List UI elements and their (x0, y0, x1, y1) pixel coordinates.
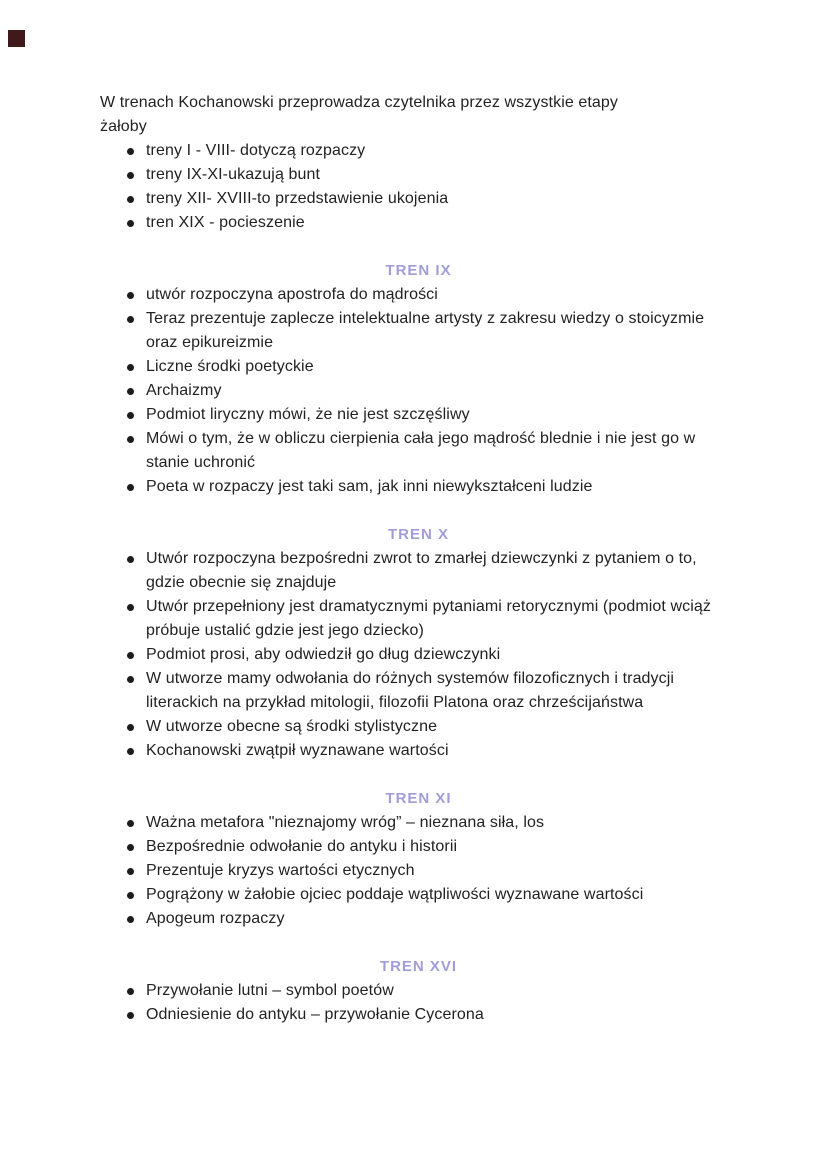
list-item: Utwór przepełniony jest dramatycznymi pytaniami retorycznymi (podmiot wciąż próbuje ustalić gdzie jest jego dziecko) (100, 595, 737, 643)
section-list (100, 547, 737, 763)
intro-list (100, 139, 737, 235)
list-item: treny XII- XVIII-to przedstawienie ukojenia (100, 187, 737, 211)
list-item: Podmiot prosi, aby odwiedził go dług dziewczynki (100, 643, 737, 667)
intro-paragraph (100, 91, 737, 139)
list-item: Teraz prezentuje zaplecze intelektualne artysty z zakresu wiedzy o stoicyzmie oraz epikureizmie (100, 307, 737, 355)
section-title: TREN XVI (379, 958, 458, 975)
list-item: Liczne środki poetyckie (100, 355, 737, 379)
section-title: TREN X (387, 526, 449, 543)
list-item: Prezentuje kryzys wartości etycznych (100, 859, 737, 883)
intro-line-2: żałoby (100, 118, 147, 135)
list-item: Archaizmy (100, 379, 737, 403)
section-list (100, 979, 737, 1027)
list-item: Apogeum rozpaczy (100, 907, 737, 931)
list-item: Przywołanie lutni – symbol poetów (100, 979, 737, 1003)
page-content (100, 91, 737, 1027)
list-item: utwór rozpoczyna apostrofa do mądrości (100, 283, 737, 307)
corner-marker (8, 30, 25, 47)
list-item: Poeta w rozpaczy jest taki sam, jak inni niewykształceni ludzie (100, 475, 737, 499)
list-item: Mówi o tym, że w obliczu cierpienia cała jego mądrość blednie i nie jest go w stanie uchronić (100, 427, 737, 475)
section-list (100, 811, 737, 931)
list-item: treny IX-XI-ukazują bunt (100, 163, 737, 187)
section-title: TREN XI (385, 790, 452, 807)
list-item: Bezpośrednie odwołanie do antyku i historii (100, 835, 737, 859)
section-tren-ix (100, 259, 737, 499)
intro-line-1: W trenach Kochanowski przeprowadza czytelnika przez wszystkie etapy (100, 94, 619, 111)
list-item: Podmiot liryczny mówi, że nie jest szczęśliwy (100, 403, 737, 427)
section-list (100, 283, 737, 499)
list-item: Kochanowski zwątpił wyznawane wartości (100, 739, 737, 763)
list-item: Utwór rozpoczyna bezpośredni zwrot to zmarłej dziewczynki z pytaniem o to, gdzie obecnie się znajduje (100, 547, 737, 595)
section-title: TREN IX (385, 262, 452, 279)
list-item: tren XIX - pocieszenie (100, 211, 737, 235)
list-item: Odniesienie do antyku – przywołanie Cycerona (100, 1003, 737, 1027)
section-tren-xi (100, 787, 737, 931)
list-item: W utworze mamy odwołania do różnych systemów filozoficznych i tradycji literackich na przykład mitologii, filozofii Platona oraz chrześcijaństwa (100, 667, 737, 715)
list-item: Pogrążony w żałobie ojciec poddaje wątpliwości wyznawane wartości (100, 883, 737, 907)
list-item: treny I - VIII- dotyczą rozpaczy (100, 139, 737, 163)
section-tren-xvi (100, 955, 737, 1027)
section-tren-x (100, 523, 737, 763)
list-item: Ważna metafora "nieznajomy wróg” – nieznana siła, los (100, 811, 737, 835)
list-item: W utworze obecne są środki stylistyczne (100, 715, 737, 739)
